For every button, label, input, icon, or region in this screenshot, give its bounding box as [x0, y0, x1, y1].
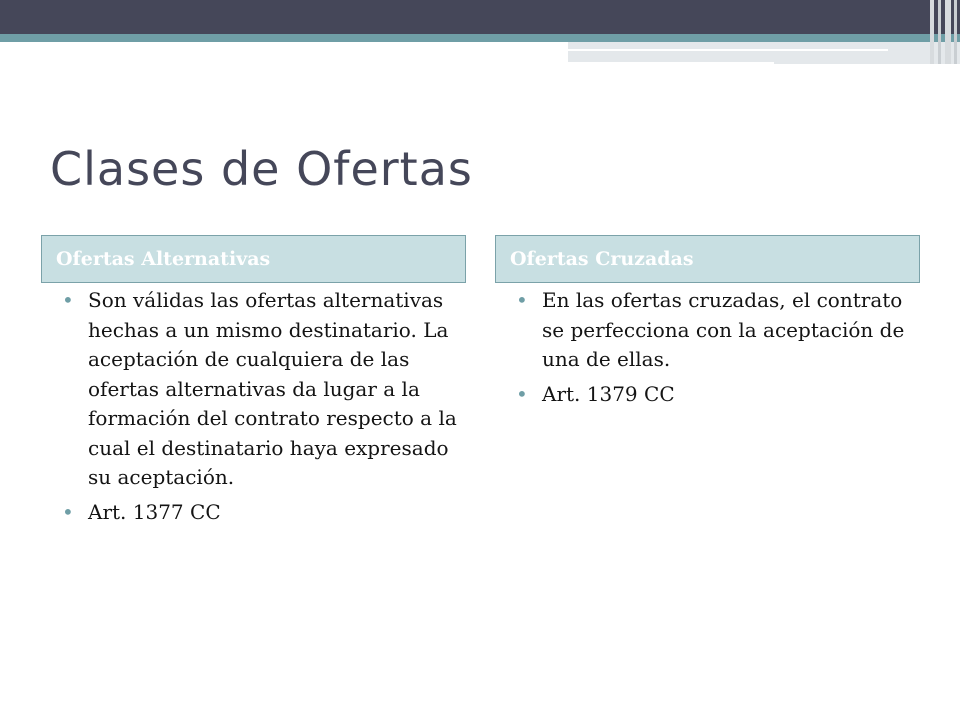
bullet-text: Son válidas las ofertas alternativas hechas a un mismo destinatario. La aceptación de cualquiera de las ofertas alternativas da lugar a la formación del contrato respecto a la cual el destinatario haya expresado su aceptación.: [88, 288, 457, 489]
decor-pillar: [954, 0, 957, 64]
bullet-text: Art. 1379 CC: [542, 381, 675, 406]
bullet-text: En las ofertas cruzadas, el contrato se perfecciona con la aceptación de una de ellas.: [542, 288, 905, 371]
top-decor-bar: [0, 0, 960, 34]
bullet-icon: •: [62, 499, 74, 524]
list-item: [516, 380, 916, 410]
list-item: [62, 286, 462, 493]
bullet-list-alternativas: [62, 286, 462, 532]
decor-light-band: [568, 42, 960, 64]
accent-band: [0, 34, 960, 42]
decor-line: [568, 49, 888, 51]
decor-line: [568, 62, 774, 64]
decor-pillar: [938, 0, 941, 64]
list-item: [516, 286, 916, 375]
bullet-icon: •: [62, 288, 74, 312]
decor-pillar: [930, 0, 934, 64]
bullet-list-cruzadas: [516, 286, 916, 414]
slide-title: Clases de Ofertas: [50, 142, 473, 196]
column-header-cruzadas: Ofertas Cruzadas: [495, 235, 920, 283]
column-header-alternativas: Ofertas Alternativas: [41, 235, 466, 283]
bullet-icon: •: [516, 381, 528, 406]
decor-pillar: [945, 0, 951, 64]
bullet-text: Art. 1377 CC: [88, 499, 221, 524]
bullet-icon: •: [516, 288, 528, 312]
list-item: [62, 498, 462, 528]
